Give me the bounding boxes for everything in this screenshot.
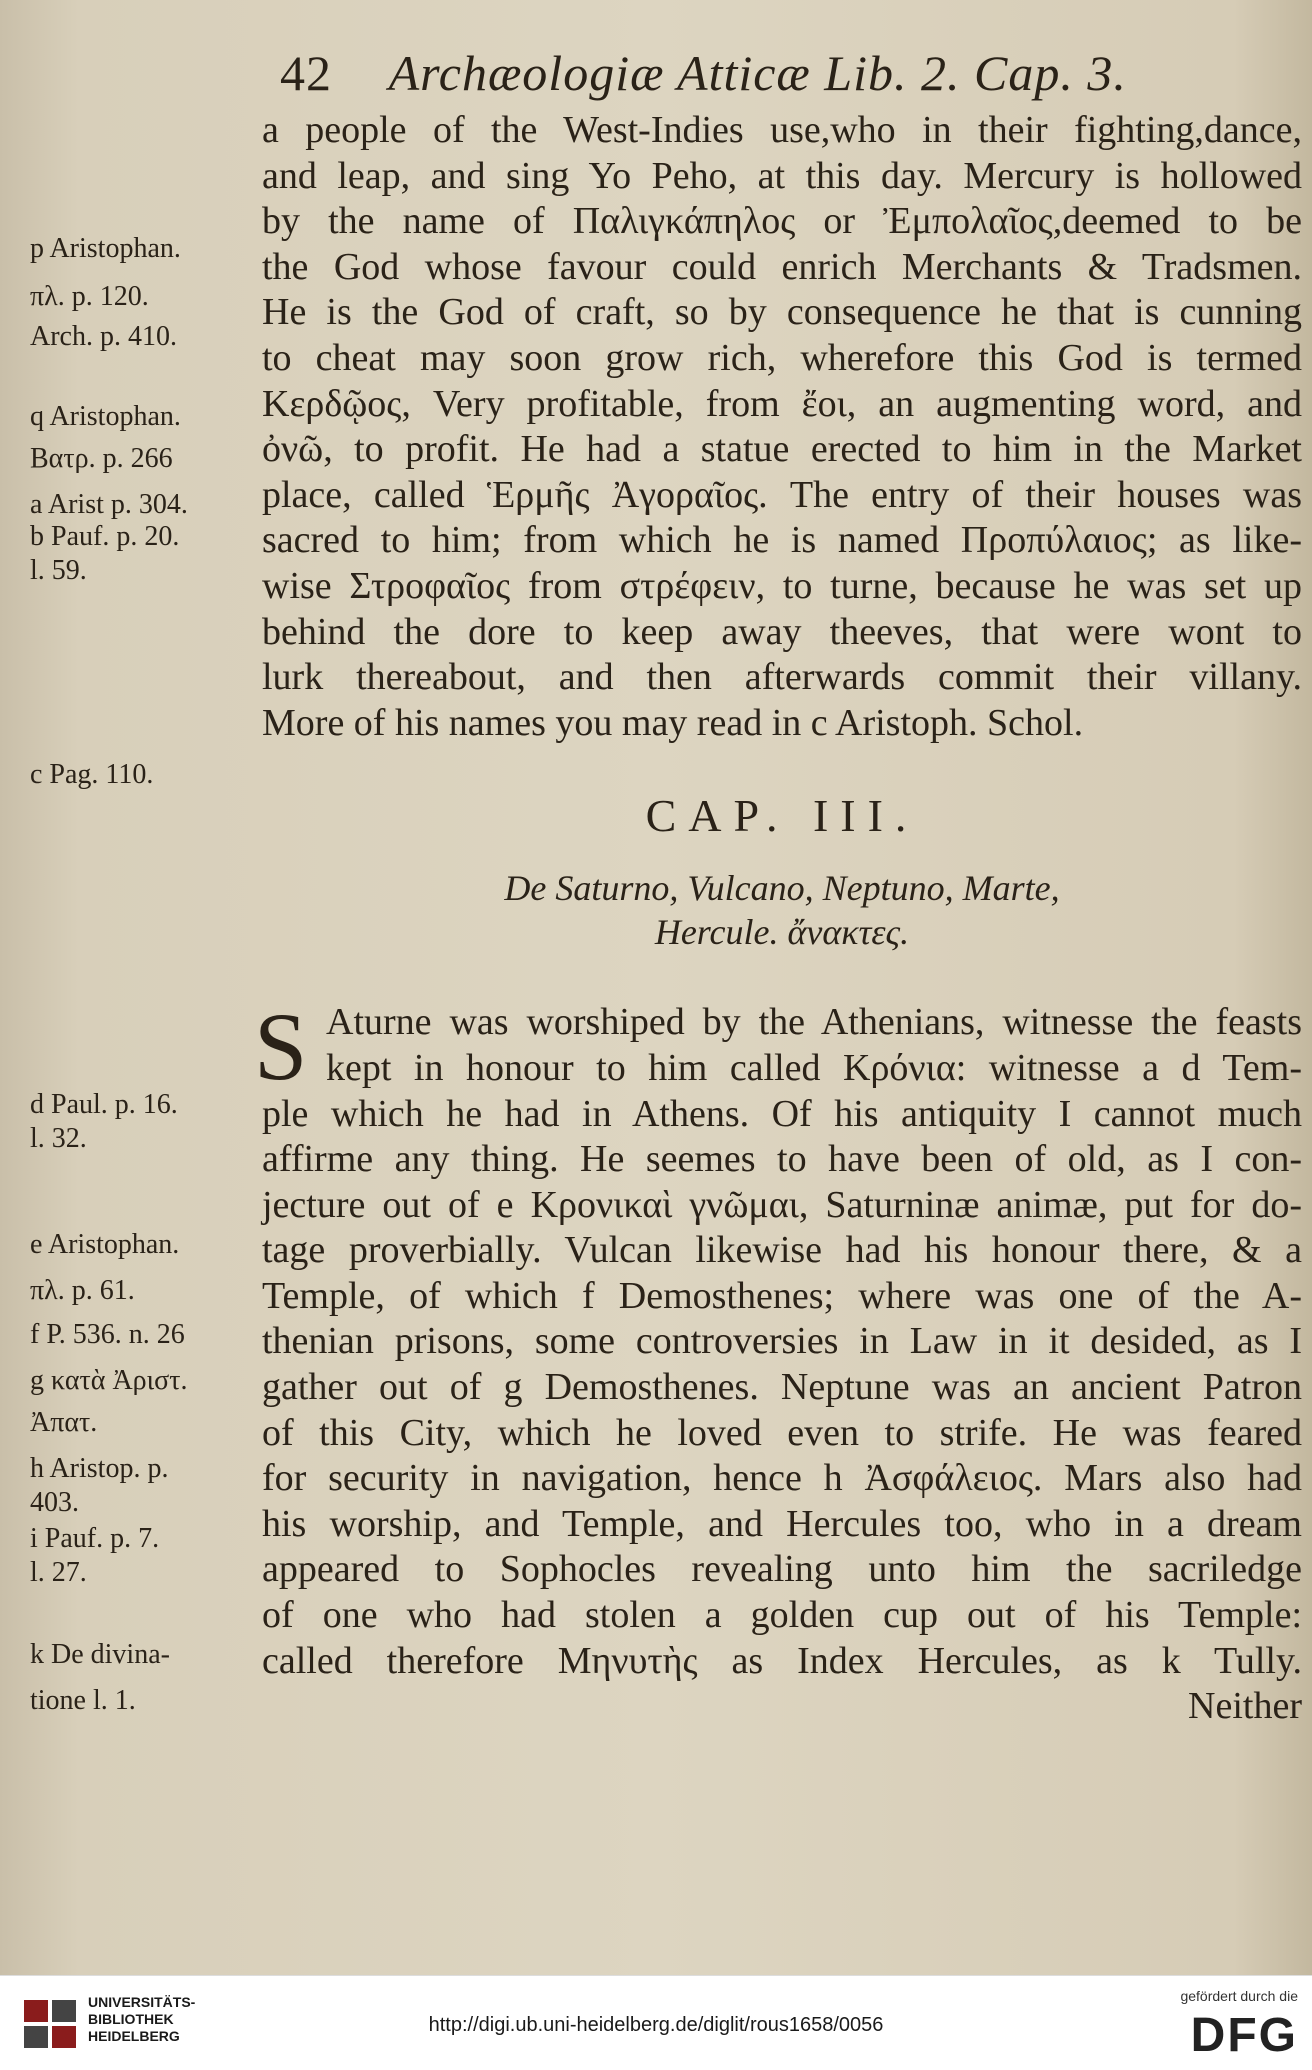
text-line: He is the God of craft, so by consequence he that is cunning [262,291,1302,334]
chapter-subheading-line1: De Saturno, Vulcano, Neptuno, Marte, [504,868,1060,909]
text-line: appeared to Sophocles revealing unto him the sacriledge [262,1548,1302,1591]
text-line: of this City, which he loved even to strife. He was feared [262,1411,1302,1454]
text-line: thenian prisons, some controversies in Law in it desided, as I [262,1320,1302,1363]
text-line: and leap, and sing Yo Peho, at this day. Mercury is hollowed [262,154,1302,197]
text-line: ple which he had in Athens. Of his antiquity I cannot much [262,1092,1302,1135]
margin-note: πλ. p. 120. [30,281,149,312]
funded-by-label: gefördert durch die [1180,1988,1298,2004]
text-line: the God whose favour could enrich Merchants & Tradsmen. [262,245,1302,288]
text-line: wise Στροφαῖος from στρέφειν, to turne, because he was set up [262,564,1302,607]
drop-cap: S [254,993,308,1101]
page-number: 42 [280,45,332,101]
catchword: Neither [1188,1685,1302,1728]
margin-note: h Aristop. p. [30,1453,169,1484]
text-line: called therefore Μηνυτὴς as Index Hercules, as k Tully. [262,1639,1302,1682]
chapter-subheading-line2: Hercule. ἄνακτες. [654,912,910,953]
text-line: jecture out of e Κρονικαὶ γνῶμαι, Saturninæ animæ, put for do- [262,1183,1302,1226]
text-line: kept in honour to him called Κρόνια: witnesse a d Tem- [326,1046,1302,1089]
text-line: tage proverbially. Vulcan likewise had his honour there, & a [262,1229,1302,1272]
chapter-heading: CAP. III. [645,790,919,842]
margin-note: Βατρ. p. 266 [30,443,173,474]
margin-note: tione l. 1. [30,1685,136,1716]
text-line: More of his names you may read in c Aristoph. Schol. [262,701,1084,744]
margin-note: f P. 536. n. 26 [30,1319,185,1350]
text-line: lurk thereabout, and then afterwards commit their villany. [262,656,1302,699]
margin-note: Arch. p. 410. [30,321,177,352]
margin-note: g κατὰ Ἀριστ. [30,1365,188,1396]
text-line: affirme any thing. He seemes to have been of old, as I con- [262,1138,1302,1181]
margin-note: i Pauf. p. 7. [30,1523,160,1554]
text-line: Temple, of which f Demosthenes; where was one of the A- [262,1274,1302,1317]
margin-note: a Arist p. 304. [30,489,188,520]
library-name-line: UNIVERSITÄTS- [88,1994,196,2010]
text-line: Κερδῷος, Very profitable, from ἔοι, an augmenting word, and [262,382,1302,425]
margin-note: 403. [30,1487,79,1518]
text-line: his worship, and Temple, and Hercules too, who in a dream [262,1502,1302,1545]
margin-note: l. 32. [30,1123,87,1154]
text-line: gather out of g Demosthenes. Neptune was an ancient Patron [262,1366,1302,1409]
margin-note: b Pauf. p. 20. [30,521,180,552]
running-head-title: Archæologiæ Atticæ Lib. 2. Cap. 3. [388,45,1127,101]
margin-note: d Paul. p. 16. [30,1089,178,1120]
permalink[interactable]: http://digi.ub.uni-heidelberg.de/diglit/rous1658/0056 [428,2014,884,2036]
body-text [254,108,1302,1730]
text-line: sacred to him; from which he is named Προπύλαιος; as like- [262,519,1302,562]
margin-note: Ἀπατ. [30,1407,98,1438]
margin-note: k De divina- [30,1639,170,1670]
text-line: place, called Ἑρμῆς Ἀγοραῖος. The entry of their houses was [262,473,1302,516]
text-line: of one who had stolen a golden cup out of his Temple: [262,1594,1302,1637]
dfg-logo: DFG [1190,2009,1298,2062]
margin-note: p Aristophan. [30,233,181,264]
text-line: a people of the West-Indies use,who in their fighting,dance, [262,109,1302,151]
text-line: by the name of Παλιγκάπηλος or Ἐμπολαῖος,deemed to be [262,200,1302,243]
library-name-line: HEIDELBERG [88,2028,180,2044]
running-head [280,44,1180,102]
margin-note: πλ. p. 61. [30,1275,135,1306]
text-line: behind the dore to keep away theeves, that were wont to [262,610,1302,653]
margin-note: q Aristophan. [30,401,181,432]
text-line: for security in navigation, hence h Ἀσφάλειος. Mars also had [262,1457,1302,1500]
margin-note: l. 27. [30,1557,87,1588]
viewer-footer [0,1975,1312,2070]
margin-note: e Aristophan. [30,1229,180,1260]
text-line: to cheat may soon grow rich, wherefore this God is termed [262,336,1302,379]
margin-note: c Pag. 110. [30,759,154,790]
margin-note: l. 59. [30,555,87,586]
text-line: ὀνῶ, to profit. He had a statue erected to him in the Market [262,428,1302,471]
library-name-line: BIBLIOTHEK [88,2011,174,2027]
text-line: Aturne was worshiped by the Athenians, witnesse the feasts [326,1001,1302,1044]
